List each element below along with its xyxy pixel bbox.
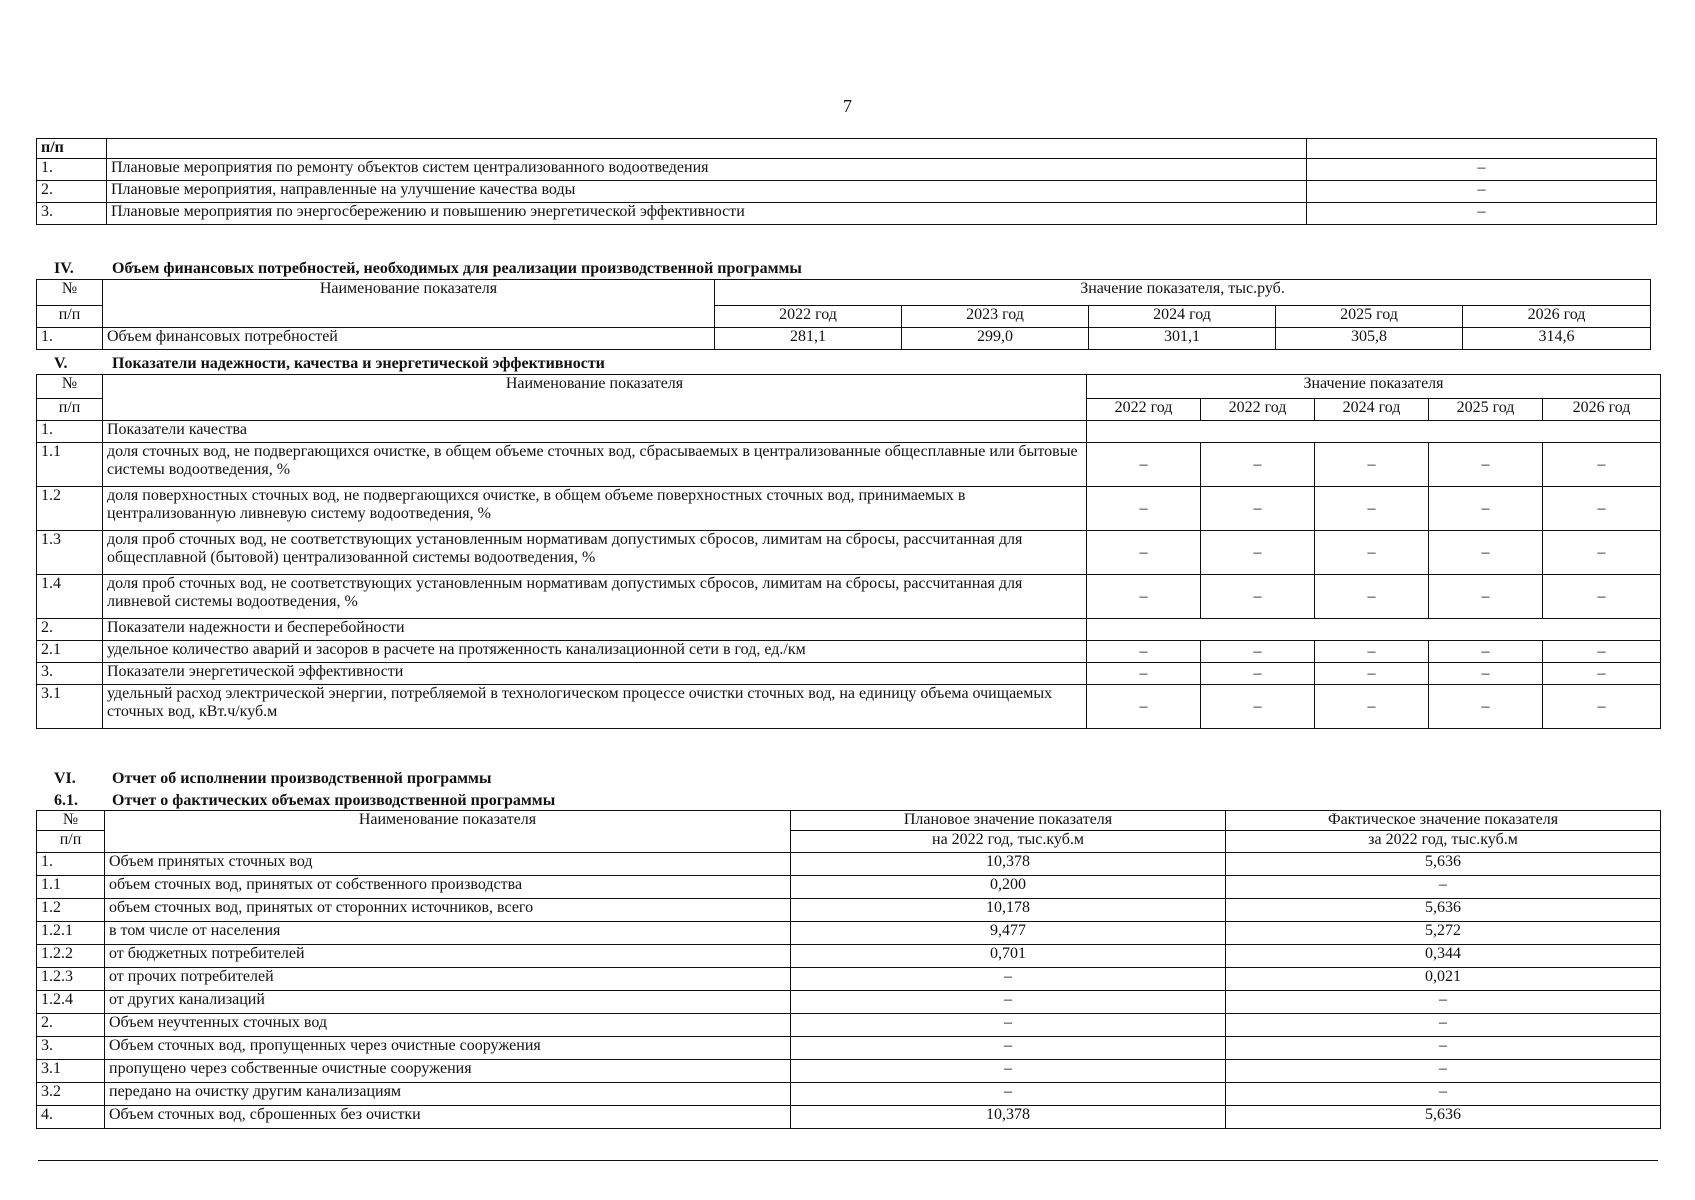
table-planned-measures [36,138,1657,225]
header-num: п/п [37,139,107,159]
header-num: № [37,375,103,399]
table-row: 2.1 удельное количество аварий и засоров в расчете на протяженность канализационной сети в год, ед./км – – – – – [37,641,1661,663]
table-financial-needs: № Наименование показателя Значение показателя, тыс.руб. п/п 2022 год 2023 год 2024 год 2025 год 2026 год 1. Объем финансовых потребностей 281,1 299,0 301,1 305,8 314,6 [36,279,1651,350]
year-header: 2022 год [715,306,902,328]
year-header: 2026 год [1543,399,1661,421]
section-4-heading: IV. Объем финансовых потребностей, необходимых для реализации производственной программы [54,260,802,277]
table-row: 3.1 удельный расход электрической энергии, потребляемой в технологическом процессе очистки сточных вод, на единицу объема очищаемых сточных вод, кВт.ч/куб.м – – – – – [37,685,1661,729]
table-row: 1.1 объем сточных вод, принятых от собственного производства 0,200 – [37,876,1661,899]
header-value: Значение показателя [1087,375,1661,399]
header-fact: Фактическое значение показателя [1226,811,1661,831]
page-number: 7 [843,96,852,116]
table-row: 1.4 доля проб сточных вод, не соответствующих установленным нормативам допустимых сбросов, лимитам на сбросы, рассчитанная для ливневой системы водоотведения, % – – – – – [37,575,1661,619]
table-row: 1.2 объем сточных вод, принятых от сторонних источников, всего 10,178 5,636 [37,899,1661,922]
year-header: 2022 год [1087,399,1201,421]
table-row: 1.1 доля сточных вод, не подвергающихся очистке, в общем объеме сточных вод, сбрасываемых в централизованные общесплавные или бытовые системы водоотведения, % – – – – – [37,443,1661,487]
header-value: Значение показателя, тыс.руб. [715,280,1651,306]
table-row: 1.2.3 от прочих потребителей – 0,021 [37,968,1661,991]
table-row: 3.1 пропущено через собственные очистные сооружения – – [37,1060,1661,1083]
year-header: 2025 год [1429,399,1543,421]
year-header: 2026 год [1463,306,1651,328]
table-row: 2. Объем неучтенных сточных вод – – [37,1014,1661,1037]
year-header: 2022 год [1201,399,1315,421]
header-plan: Плановое значение показателя [791,811,1226,831]
table-row-group: 1. Показатели качества [37,421,1661,443]
table-row: 4. Объем сточных вод, сброшенных без очистки 10,378 5,636 [37,1106,1661,1129]
table-row: 3. Объем сточных вод, пропущенных через очистные сооружения – – [37,1037,1661,1060]
header-num: № [37,811,105,831]
header-num: № [37,280,103,306]
table-row-group: 2. Показатели надежности и бесперебойности [37,619,1661,641]
section-6-heading: VI. Отчет об исполнении производственной программы [54,770,492,787]
table-row: 1.2.4 от других канализаций – – [37,991,1661,1014]
table-row: 1.3 доля проб сточных вод, не соответствующих установленным нормативам допустимых сбросов, лимитам на сбросы, рассчитанная для общесплавной (бытовой) централизованной системы водоотведения, % – – – – – [37,531,1661,575]
table-row: 1. Объем финансовых потребностей 281,1 299,0 301,1 305,8 314,6 [37,328,1651,350]
year-header: 2023 год [902,306,1089,328]
bottom-rule [38,1160,1658,1161]
table-row: 1. Плановые мероприятия по ремонту объектов систем централизованного водоотведения – [37,159,1657,181]
header-name: Наименование показателя [103,375,1087,421]
section-5-heading: V. Показатели надежности, качества и энергетической эффективности [54,355,605,372]
year-header: 2024 год [1089,306,1276,328]
table-row: 1.2.2 от бюджетных потребителей 0,701 0,344 [37,945,1661,968]
table-row: 2. Плановые мероприятия, направленные на улучшение качества воды – [37,181,1657,203]
table-row: 1. Объем принятых сточных вод 10,378 5,636 [37,853,1661,876]
table-row: 3.2 передано на очистку другим канализациям – – [37,1083,1661,1106]
table-row: 3. Плановые мероприятия по энергосбережению и повышению энергетической эффективности – [37,203,1657,225]
header-name: Наименование показателя [103,280,715,328]
table-production-report: № Наименование показателя Плановое значение показателя Фактическое значение показателя п/п на 2022 год, тыс.куб.м за 2022 год, тыс.куб.м 1. Объем принятых сточных вод 10,378 5,636 1.1 объем сточных вод, принятых от собственного производства 0,200 – 1.2 объем сточных вод, принятых от сторонних источников, всего 10,178 5,636 1.2.1 в том числе от населения 9,477 5,272 1.2.2 от бюджетных потребителей 0,701 0,344 1.2.3 от прочих потребителей – 0,021 1.2.4 от других канализаций – – 2. Объем неучтенных сточных вод – – 3. Объем сточных вод, пропущенных через очистные сооружения – – 3.1 пропущено через собственные очистные сооружения – – 3.2 передано на очистку другим канализациям – – 4. Объем сточных вод, сброшенных без очистки 10,378 5,636 [36,810,1661,1129]
table-reliability-indicators: № Наименование показателя Значение показателя п/п 2022 год 2022 год 2024 год 2025 год 2026 год 1. Показатели качества 1.1 доля сточных вод, не подвергающихся очистке, в общем объеме сточных вод, сбрасываемых в централизованные общесплавные или бытовые системы водоотведения, % – – – – – 1.2 доля поверхностных сточных вод, не подвергающихся очистке, в общем объеме поверхностных сточных вод, принимаемых в централизованную ливневую систему водоотведения, % – – – – – 1.3 доля проб сточных вод, не соответствующих установленным нормативам допустимых сбросов, лимитам на сбросы, рассчитанная для общесплавной (бытовой) централизованной системы водоотведения, % – – – – – 1.4 доля проб сточных вод, не соответствующих установленным нормативам допустимых сбросов, лимитам на сбросы, рассчитанная для ливневой системы водоотведения, % – – – – – 2. Показатели надежности и бесперебойности 2.1 удельное количество аварий и засоров в расчете на протяженность канализационной сети в год, ед./км – – – – – 3. Показатели энергетической эффективности – – – – – 3.1 удельный расход электрической энергии, потребляемой в технологическом процессе очистки сточных вод, на единицу объема очищаемых сточных вод, кВт.ч/куб.м – – – – – [36,374,1661,729]
year-header: 2025 год [1276,306,1463,328]
table-row: 3. Показатели энергетической эффективности – – – – – [37,663,1661,685]
section-6-1-heading: 6.1. Отчет о фактических объемах производственной программы [54,792,556,809]
table-row: 1.2 доля поверхностных сточных вод, не подвергающихся очистке, в общем объеме поверхностных сточных вод, принимаемых в централизованную ливневую систему водоотведения, % – – – – – [37,487,1661,531]
header-name: Наименование показателя [105,811,791,853]
year-header: 2024 год [1315,399,1429,421]
table-row: 1.2.1 в том числе от населения 9,477 5,272 [37,922,1661,945]
